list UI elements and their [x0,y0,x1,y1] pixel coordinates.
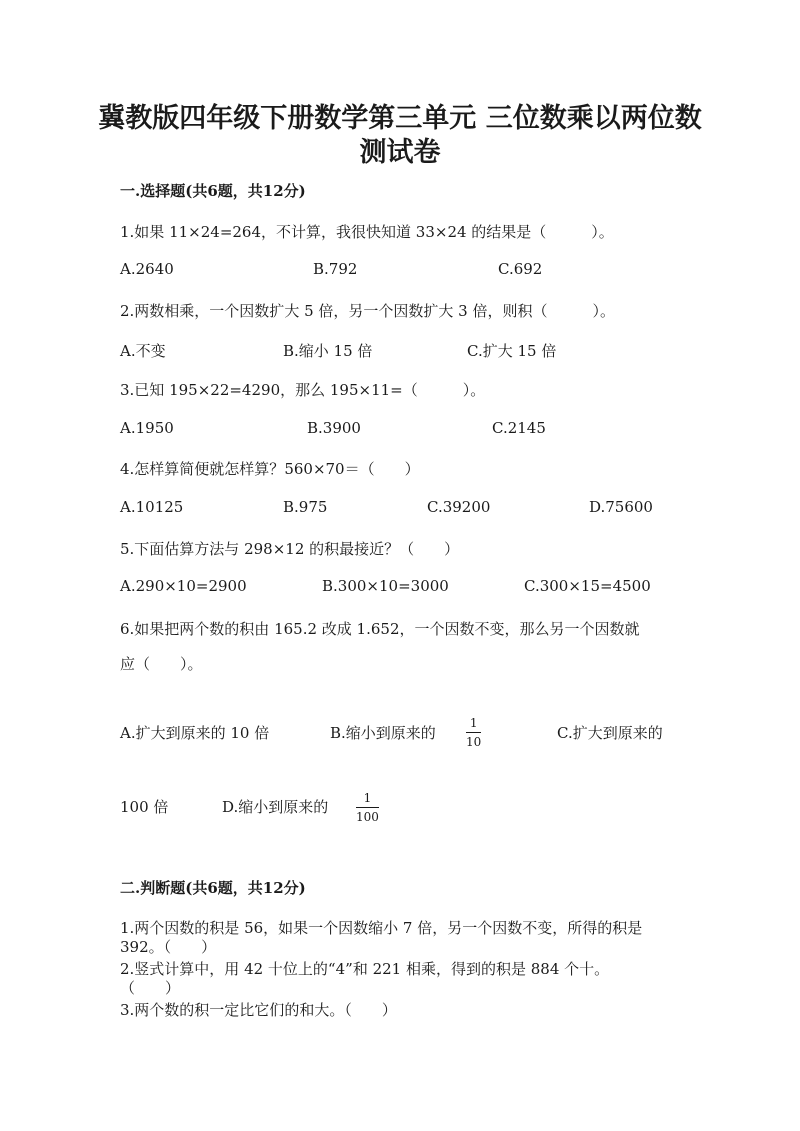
judge-q2-line2: （ ） [120,979,181,997]
judge-q2-line1: 2.竖式计算中，用 42 十位上的“4”和 221 相乘，得到的积是 884 个十。 [120,960,610,978]
q5-option-c: C.300×15=4500 [524,577,651,595]
fraction-denominator: 100 [356,810,379,824]
q1-option-b: B.792 [313,260,358,278]
q3-option-c: C.2145 [492,419,546,437]
q3-stem: 3.已知 195×22=4290，那么 195×11=（ ）。 [120,381,486,399]
q1-option-a: A.2640 [120,260,174,278]
q6-option-d-fraction [356,791,379,824]
q5-stem: 5.下面估算方法与 298×12 的积最接近？（ ） [120,540,460,558]
page-title-line2: 测试卷 [359,137,441,168]
q6-stem-line2: 应（ ）。 [120,655,203,673]
q2-stem: 2.两数相乘，一个因数扩大 5 倍，另一个因数扩大 3 倍，则积（ ）。 [120,302,615,320]
fraction-numerator: 1 [469,716,478,730]
q3-option-b: B.3900 [307,419,361,437]
q4-option-d: D.75600 [589,498,653,516]
q6-option-a: A.扩大到原来的 10 倍 [120,724,270,742]
section1-heading: 一.选择题(共6题，共12分) [120,182,306,200]
q6-option-b: B.缩小到原来的 [330,724,436,742]
q5-option-b: B.300×10=3000 [322,577,449,595]
q2-option-c: C.扩大 15 倍 [467,342,557,360]
q4-stem: 4.怎样算简便就怎样算？560×70＝（ ） [120,460,420,478]
fraction-numerator: 1 [363,791,372,805]
fraction-denominator: 10 [466,735,482,749]
q6-option-c-line1: C.扩大到原来的 [557,724,663,742]
fraction-bar [466,732,481,733]
q6-stem-line1: 6.如果把两个数的积由 165.2 改成 1.652，一个因数不变，那么另一个因数就 [120,620,640,638]
q6-option-d: D.缩小到原来的 [222,798,329,816]
q4-option-a: A.10125 [120,498,184,516]
judge-q1-line2: 392。（ ） [120,938,217,956]
q4-option-c: C.39200 [427,498,491,516]
q1-stem: 1.如果 11×24=264，不计算，我很快知道 33×24 的结果是（ ）。 [120,223,614,241]
q6-option-b-fraction [466,716,481,749]
fraction-bar [356,807,379,808]
q5-option-a: A.290×10=2900 [120,577,247,595]
judge-q3-line1: 3.两个数的积一定比它们的和大。（ ） [120,1001,397,1019]
q2-option-b: B.缩小 15 倍 [283,342,373,360]
q1-option-c: C.692 [498,260,543,278]
q2-option-a: A.不变 [120,342,166,360]
section2-heading: 二.判断题(共6题，共12分) [120,879,306,897]
q4-option-b: B.975 [283,498,328,516]
q3-option-a: A.1950 [120,419,174,437]
judge-q1-line1: 1.两个因数的积是 56，如果一个因数缩小 7 倍，另一个因数不变，所得的积是 [120,919,643,937]
page-title-line1: 冀教版四年级下册数学第三单元 三位数乘以两位数 [98,103,702,134]
q6-option-c-line2: 100 倍 [120,798,169,816]
